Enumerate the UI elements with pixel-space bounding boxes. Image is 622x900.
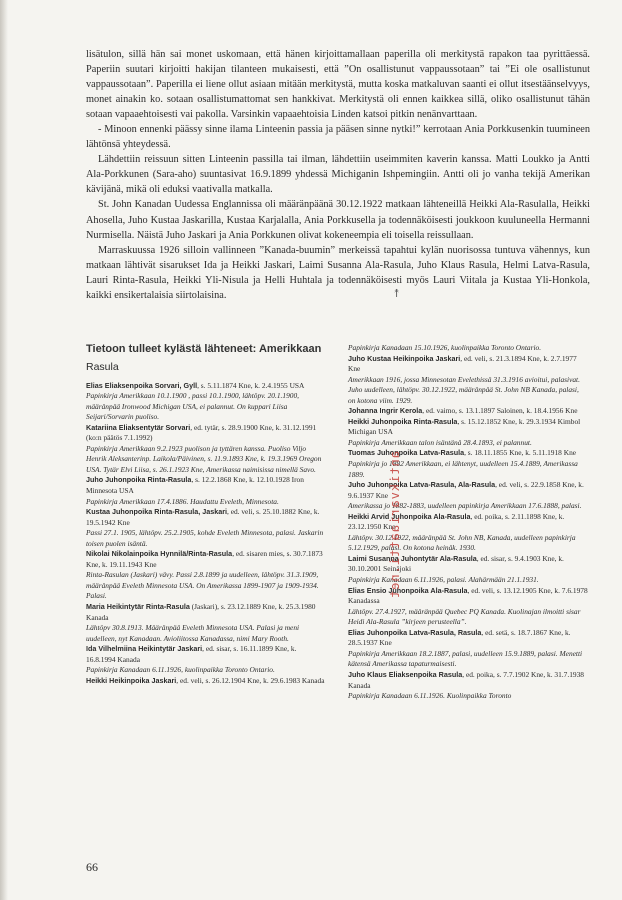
person-entry (348, 480, 588, 512)
entry-dates: , ed. sisar, s. 16.11.1899 Kne, k. 16.8.1994 Kanada (86, 644, 297, 664)
entry-dates: , ed. veli, s. 26.12.1904 Kne, k. 29.6.1983 Kanada (176, 675, 325, 685)
entry-name: Kustaa Juhonpoika Rinta-Rasula, Jaskari (86, 507, 227, 517)
person-entry (86, 381, 326, 423)
entry-note: Papinkirja Amerikkaan 9.2.1923 puolison ja tyttären kanssa. Puoliso Viljo Henrik Aleksanterinp. Laikola/Päivinen, s. 11.9.1893 Kne, k. 19.3.1969 Oregon USA. Tytär Elvi Liisa, s. 26.1.1923 Kne, Amerikassa naimisissa nimellä Savo. (86, 443, 322, 474)
entry-name: Maria Heikintytär Rinta-Rasula (86, 602, 190, 612)
entry-dates: , ed. sisar, s. 9.4.1903 Kne, k. 30.10.2001 Seinäjoki (348, 553, 564, 574)
entry-note: Passi 27.1. 1905, lähtöpv. 25.2.1905, kohde Eveleth Minnesota, palasi. Jaskarin toisen puolen isäntä. (86, 528, 324, 548)
entry-name: Elias Ensio Juhonpoika Ala-Rasula (348, 585, 468, 595)
entry-heading (86, 644, 296, 664)
entry-dates: , s. 18.11.1855 Kne, k. 5.11.1918 Kne (464, 448, 577, 458)
entry-note: Amerikkaan 1916, jossa Minnesotan Evelethissä 31.3.1916 avioitui, palasivat. Juho uudelleen, lähtöpv. 30.12.1922, määränpää St. John NB Kanada, palasi, on kotona viim. 1929. (348, 374, 580, 405)
entry-note: Rinta-Rasulan (Jaskari) vävy. Passi 2.8.1899 ja uudelleen, lähtöpv. 31.3.1909, määränpää Eveleth Minnesota USA. On Amerikassa 1899-1907 ja 1909-1934. Palasi. (86, 570, 319, 601)
person-entry (348, 448, 588, 480)
watermark: antikvariaatti.net (388, 451, 402, 600)
entry-heading (348, 406, 578, 415)
entry-name: Nikolai Nikolainpoika Hynnilä/Rinta-Rasula (86, 549, 233, 559)
entry-heading (86, 602, 316, 622)
entry-name: Tuomas Juhonpoika Latva-Rasula (348, 448, 465, 458)
entry-note: Papinkirja Kanadaan 6.11.1926. Kuolinpaikka Toronto (348, 691, 512, 701)
person-entry (86, 676, 326, 687)
left-entry-list (86, 381, 326, 687)
person-entry (348, 417, 588, 449)
entry-heading (348, 354, 577, 374)
entry-name: Juho Kustaa Heikinpoika Jaskari (348, 353, 461, 363)
person-entry (348, 554, 588, 586)
body-paragraph: Marraskuussa 1926 silloin vallinneen ”Kanada-buumin” merkeissä tapahtui kylän nuorisossa tuntuva vähennys, kun matkaan lähtivät sisarukset Ida ja Heikki Jaskari, Laimi Susanna Ala-Rasula, Juho Klaus Rasula, Helmi Latva-Rasula, Lauri Rinta-Rasula, Heikki Yli-Nisula ja Helli Huhtala ja todennäköisesti myös Lauri Viitala ja Kustaa Yli-Honkola, kaikki ensikertalaisia siirtolaisina. (86, 244, 590, 301)
entry-note: Lähtöpv. 27.4.1927, määränpää Quebec PQ Kanada. Kuolinajan ilmoitti sisar Heidi Ala-Rasula ”kirjeen perusteella”. (348, 606, 581, 627)
entry-name: Heikki Juhonpoika Rinta-Rasula (348, 416, 458, 426)
entry-note: Amerikassa jo 1882-1883, uudelleen papinkirja Amerikkaan 17.6.1888, palasi. (348, 501, 582, 511)
entry-dates: , ed. poika, s. 2.11.1898 Kne, k. 23.12.1950 Kne (348, 511, 565, 532)
entry-note: Papinkirja Amerikkaan 10.1.1900 , passi 10.1.1900, lähtöpv. 20.1.1900, määränpää Ironwood Michigan USA, ei palannut. On kuppari Liisa Seijari/Sorvarin puoliso. (86, 391, 300, 422)
left-column (86, 343, 326, 686)
person-entry (86, 423, 326, 476)
entry-dates: , ed. veli, s. 22.9.1858 Kne, k. 9.6.1937 Kne (348, 480, 584, 500)
body-paragraph: - Minoon ennenki päässy sinne ilama Linteenin passia ja pääsen sinne nytki!” kerrotaan Ania Porkkusenkin tuumineen lähtönsä yhteydessä. (86, 124, 590, 151)
entry-dates: , ed. veli, s. 21.3.1894 Kne, k. 2.7.1977 Kne (348, 353, 577, 374)
body-paragraph: Lähdettiin reissuun sitten Linteenin passilla tai ilman, lähdettiin useimmiten kaverin kanssa. Matti Loukko ja Antti Ala-Porkkunen (Sara-aho) suuntasivat 16.9.1899 yhdessä Michiganin Ishpemingiin. Antti oli jo vanha tekijä Amerikan kävijänä, mikä oli eduksi vaativalla matkalla. (86, 154, 590, 196)
entry-note: Lähtöpv. 30.12.1922, määränpää St. John NB, Kanada, uudelleen papinkirja 5.12.1929, palasi. On kotona heinäk. 1930. (348, 532, 576, 553)
entry-heading (86, 475, 304, 495)
person-entry (86, 644, 326, 676)
entry-dates: , ed. veli, s. 25.10.1882 Kne, k. 19.5.1942 Kne (86, 507, 320, 527)
entry-dates: , ed. veli, s. 13.12.1905 Kne, k. 7.6.1978 Kanadassa (348, 585, 588, 606)
right-entry-list (348, 343, 588, 702)
person-entry (86, 475, 326, 507)
entry-note: Papinkirja jo 1882 Amerikkaan, ei lähtenyt, uudelleen 15.4.1889, Amerikassa 1889. (348, 459, 578, 479)
entry-dates: , s. 15.12.1852 Kne, k. 29.3.1934 Kimbol Michigan USA (348, 416, 581, 437)
person-entry (348, 512, 588, 554)
person-entry (86, 507, 326, 549)
entry-name: Katariina Eliaksentytär Sorvari (86, 422, 191, 432)
entry-name: Heikki Arvid Juhonpoika Ala-Rasula (348, 511, 471, 521)
body-text (86, 47, 590, 303)
entry-heading (348, 554, 564, 574)
person-entry (86, 549, 326, 602)
person-entry (348, 586, 588, 628)
entry-heading (86, 507, 319, 527)
person-entry (86, 602, 326, 644)
page-gutter-shadow (0, 0, 8, 900)
entry-dates: , ed. setä, s. 18.7.1867 Kne, k. 28.5.1937 Kne (348, 627, 571, 648)
entry-heading (348, 417, 580, 437)
entry-dates: , s. 12.2.1868 Kne, k. 12.10.1928 Iron Minnesota USA (86, 475, 304, 496)
entry-heading (348, 448, 576, 457)
entry-note: Papinkirja Amerikkaan talon isäntänä 28.4.1893, ei palannut. (348, 437, 532, 447)
entry-dates: , ed. sisaren mies, s. 30.7.1873 Kne, k. 19.11.1943 Kne (86, 549, 323, 569)
cursor-mark-icon: ↟ (392, 288, 402, 300)
body-paragraph: lisätulon, sillä hän sai monet uskomaan, että hänen kirjoittamallaan paperilla oli merkitystä rapakon taa pyrittäessä. Paperiin suutari kirjoitti hakijan tilanteen mukaisesti, että ”On osallistunut vappaussotaan” tai ”Ei ole osallistunut vappaussotaan”. Paperilla ei liene ollut asiaan mitään merkitystä, mutta koska matkaluvan saanti ei ollut itsestäänselvyys, monet ainakin ko. sotaan osallistumattomat sen hankkivat. Merkitystä oli ennen kaikkea sillä, oliko osallistunut tähän sotaan vapaaehtoisesti vai pakolla. Varsinkin vapaaehtoisia Linden katsoi pitkin nenänvarttaan. (86, 49, 590, 121)
person-entry (348, 406, 588, 417)
person-entry (348, 628, 588, 670)
entry-name: Juho Klaus Eliaksenpoika Rasula (348, 669, 463, 679)
entry-note: Papinkirja Amerikkaan 18.2.1887, palasi, uudelleen 15.9.1889, palasi. Menetti kätensä Amerikassa tapaturmaisesti. (348, 648, 583, 669)
entry-note: Papinkirja Kanadaan 6.11.1926, kuolinpaikka Toronto Ontario. (86, 665, 275, 675)
person-entry (348, 354, 588, 407)
entry-heading (86, 549, 323, 569)
entry-dates: , s. 5.11.1874 Kne, k. 2.4.1955 USA (197, 380, 305, 390)
entry-heading (86, 423, 316, 443)
entry-name: Heikki Heikinpoika Jaskari (86, 675, 177, 685)
entry-name: Laimi Susanna Juhontytär Ala-Rasula (348, 553, 477, 563)
entry-dates: (Jaskari), s. 23.12.1889 Kne, k. 25.3.1980 Kanada (86, 602, 316, 622)
page-number: 66 (86, 860, 98, 874)
entry-note: Papinkirja Kanadaan 6.11.1926, palasi. Alahärmään 21.1.1931. (348, 575, 539, 585)
entry-note: Papinkirja Kanadaan 15.10.1926, kuolinpaikka Toronto Ontario. (348, 343, 542, 352)
entry-heading (86, 381, 304, 390)
entry-dates: , ed. tytär, s. 28.9.1900 Kne, k. 31.12.1991 (ko:n päätös 7.1.1992) (86, 422, 317, 443)
section-subheading: Rasula (86, 361, 119, 373)
section-title: Tietoon tulleet kylästä lähteneet: Amerikkaan (86, 343, 322, 355)
entry-note: Lähtöpv 30.8.1913. Määränpää Eveleth Minnesota USA. Palasi ja meni uudelleen, nyt Kanadaan. Avioliitossa Kanadassa, nimi Mary Rooth. (86, 623, 300, 643)
entry-heading (348, 628, 571, 648)
entry-name: Elias Juhonpoika Latva-Rasula, Rasula (348, 627, 482, 637)
entry-heading (348, 586, 588, 606)
person-entry (348, 343, 588, 354)
entry-name: Juho Juhonpoika Latva-Rasula, Ala-Rasula (348, 480, 496, 490)
entry-dates: , ed. vaimo, s. 13.1.1897 Saloinen, k. 18.4.1956 Kne (422, 406, 578, 416)
right-column (348, 343, 588, 702)
entry-name: Elias Eliaksenpoika Sorvari, Gyll (86, 380, 198, 390)
entry-heading (348, 670, 584, 690)
entry-name: Juho Juhonpoika Rinta-Rasula (86, 475, 192, 485)
entry-name: Ida Vilhelmiina Heikintytär Jaskari (86, 644, 203, 654)
body-paragraph: St. John Kanadan Uudessa Englannissa oli määränpäänä 30.12.1922 matkaan lähteneillä Heikki Ala-Rasulalla, Heikki Ahosella, Juho Kustaa Jaskarilla, Kustaa Karjalalla, Ania Porkkusella ja todennäköisesti joukkoon kuuluneella Hermanni Nurmisella. Näistä Juho Jaskari ja Ania Porkkunen olivat kokeneempia eli toisella reissullaan. (86, 199, 590, 241)
entry-heading (348, 480, 584, 500)
entry-heading (348, 512, 564, 532)
entry-dates: , ed. poika, s. 7.7.1902 Kne, k. 31.7.1938 Kanada (348, 669, 584, 690)
entry-name: Johanna Ingrir Kerola (348, 406, 423, 416)
entry-note: Papinkirja Amerikkaan 17.4.1886. Haudattu Eveleth, Minnesota. (86, 496, 279, 506)
entry-heading (86, 676, 325, 685)
person-entry (348, 670, 588, 702)
